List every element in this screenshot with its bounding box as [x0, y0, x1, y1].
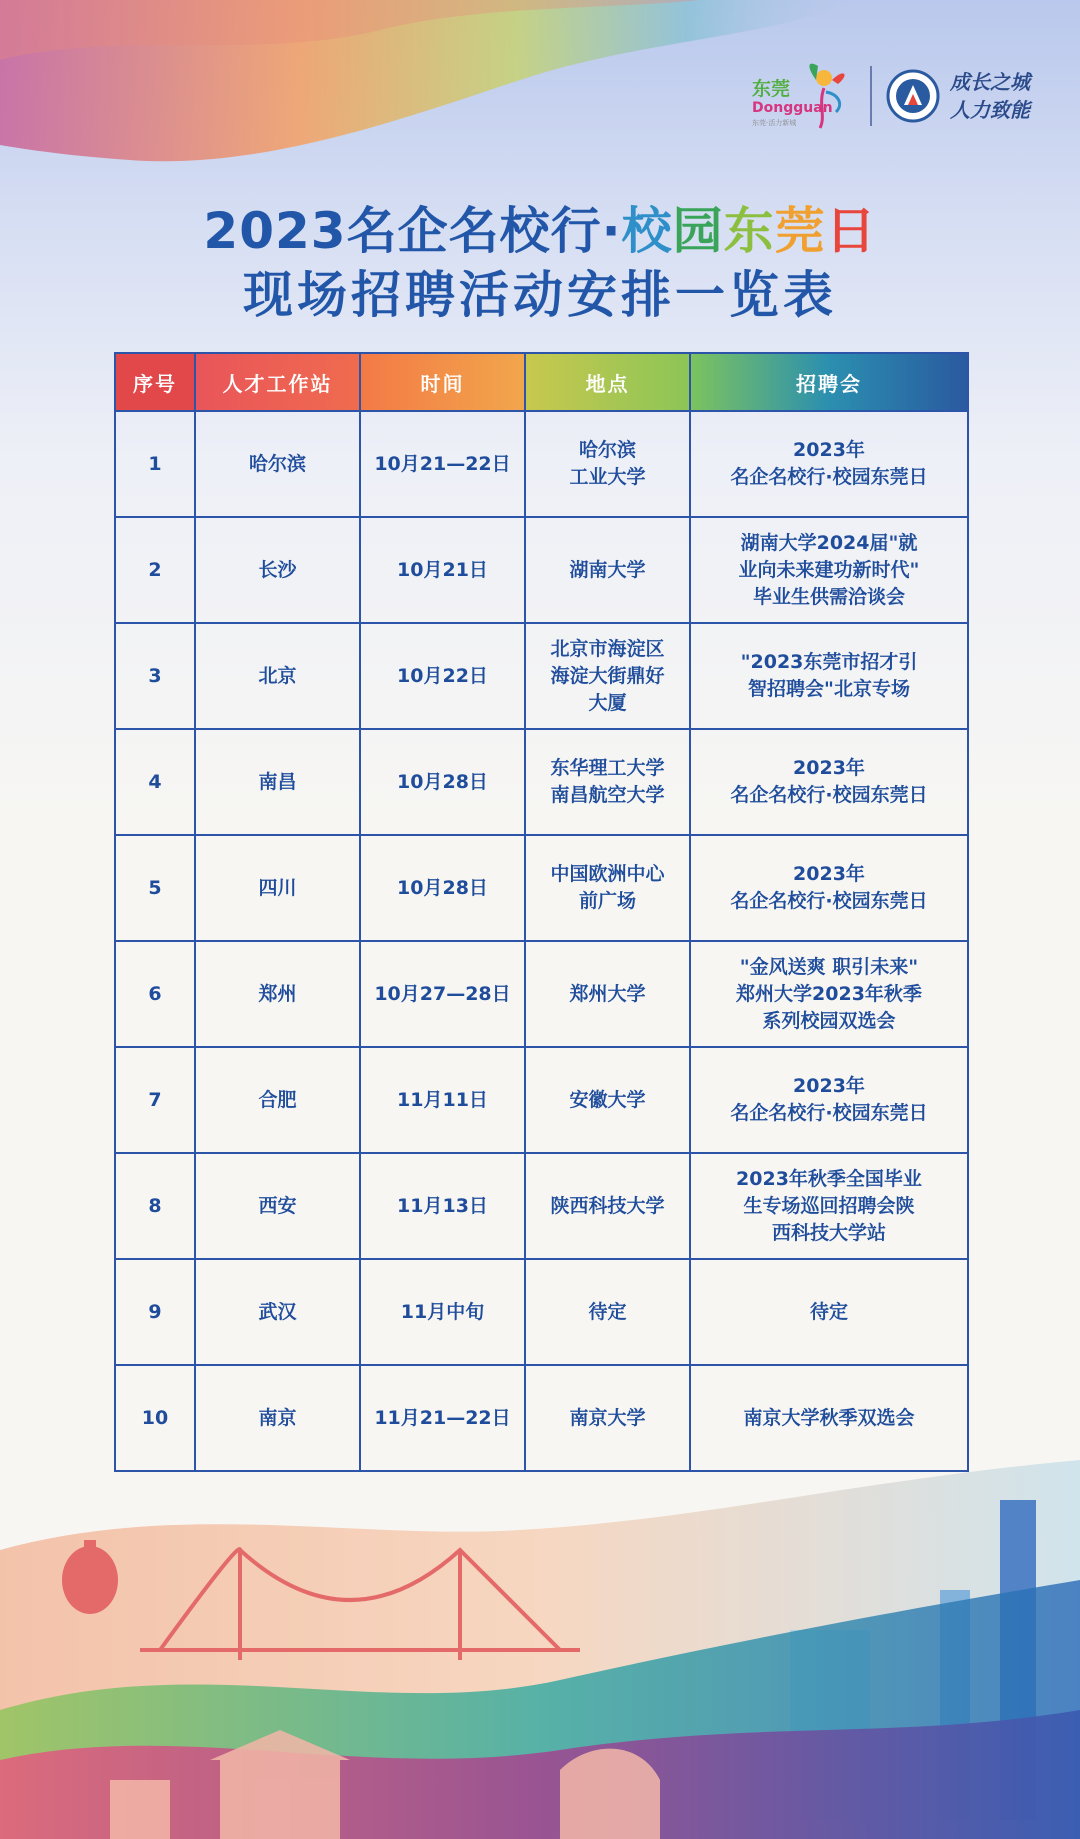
table-row — [115, 835, 968, 941]
rainbow-char: 莞 — [774, 202, 826, 260]
cell-time: 11月21—22日 — [360, 1365, 525, 1471]
cell-index: 2 — [115, 517, 195, 623]
cell-job-fair: 南京大学秋季双选会 — [690, 1365, 968, 1471]
cell-station: 北京 — [195, 623, 360, 729]
cell-index: 4 — [115, 729, 195, 835]
cell-job-fair: 2023年 名企名校行·校园东莞日 — [690, 729, 968, 835]
cell-job-fair: 2023年 名企名校行·校园东莞日 — [690, 835, 968, 941]
cell-index: 3 — [115, 623, 195, 729]
cell-location: 湖南大学 — [525, 517, 690, 623]
cell-index: 8 — [115, 1153, 195, 1259]
cell-index: 7 — [115, 1047, 195, 1153]
dongguan-logo-tagline: 东莞·活力新城 — [752, 119, 797, 127]
cell-station: 南昌 — [195, 729, 360, 835]
slogan — [950, 68, 1030, 124]
header-station: 人才工作站 — [195, 353, 360, 411]
header-time: 时间 — [360, 353, 525, 411]
cell-job-fair: 2023年秋季全国毕业 生专场巡回招聘会陕 西科技大学站 — [690, 1153, 968, 1259]
cell-station: 四川 — [195, 835, 360, 941]
cell-location: 安徽大学 — [525, 1047, 690, 1153]
cell-location: 郑州大学 — [525, 941, 690, 1047]
cell-job-fair: "2023东莞市招才引 智招聘会"北京专场 — [690, 623, 968, 729]
cell-time: 10月22日 — [360, 623, 525, 729]
cell-index: 5 — [115, 835, 195, 941]
schedule-table — [114, 352, 969, 1472]
cell-location: 待定 — [525, 1259, 690, 1365]
table-row — [115, 729, 968, 835]
rainbow-char: 日 — [825, 202, 877, 260]
cell-job-fair: 待定 — [690, 1259, 968, 1365]
cell-station: 南京 — [195, 1365, 360, 1471]
dongguan-logo — [746, 60, 856, 132]
cell-time: 10月21日 — [360, 517, 525, 623]
cell-index: 1 — [115, 411, 195, 517]
logo-divider — [870, 66, 872, 126]
table-row — [115, 1153, 968, 1259]
cell-location: 东华理工大学 南昌航空大学 — [525, 729, 690, 835]
table-row — [115, 941, 968, 1047]
cell-location: 北京市海淀区 海淀大街鼎好 大厦 — [525, 623, 690, 729]
cell-location: 南京大学 — [525, 1365, 690, 1471]
table-header-row — [115, 353, 968, 411]
cell-index: 10 — [115, 1365, 195, 1471]
bottom-skyline-decoration — [0, 1460, 1080, 1839]
cell-job-fair: 2023年 名企名校行·校园东莞日 — [690, 411, 968, 517]
cell-index: 6 — [115, 941, 195, 1047]
cell-job-fair: 2023年 名企名校行·校园东莞日 — [690, 1047, 968, 1153]
table-body — [115, 411, 968, 1471]
table-row — [115, 623, 968, 729]
cell-job-fair: 湖南大学2024届"就 业向未来建功新时代" 毕业生供需洽谈会 — [690, 517, 968, 623]
hr-bureau-seal-icon — [886, 69, 940, 123]
cell-time: 11月11日 — [360, 1047, 525, 1153]
rainbow-char: 校 — [621, 202, 673, 260]
cell-index: 9 — [115, 1259, 195, 1365]
table-row — [115, 1047, 968, 1153]
table-row — [115, 517, 968, 623]
header-job-fair: 招聘会 — [690, 353, 968, 411]
slogan-line1: 成长之城 — [950, 70, 1030, 94]
rainbow-char: 园 — [672, 202, 724, 260]
page-title — [0, 200, 1080, 328]
cell-time: 11月中旬 — [360, 1259, 525, 1365]
cell-job-fair: "金风送爽 职引未来" 郑州大学2023年秋季 系列校园双选会 — [690, 941, 968, 1047]
dongguan-logo-en: Dongguan — [752, 100, 833, 116]
title-rainbow-text — [622, 202, 877, 260]
cell-time: 10月28日 — [360, 729, 525, 835]
cell-location: 中国欧洲中心 前广场 — [525, 835, 690, 941]
cell-time: 10月27—28日 — [360, 941, 525, 1047]
cell-station: 西安 — [195, 1153, 360, 1259]
cell-time: 10月21—22日 — [360, 411, 525, 517]
header-logos — [746, 60, 1030, 132]
title-line2: 现场招聘活动安排一览表 — [243, 266, 837, 324]
cell-location: 陕西科技大学 — [525, 1153, 690, 1259]
cell-station: 合肥 — [195, 1047, 360, 1153]
dongguan-logo-cn: 东莞 — [752, 78, 791, 100]
cell-station: 武汉 — [195, 1259, 360, 1365]
header-index: 序号 — [115, 353, 195, 411]
table-row — [115, 1365, 968, 1471]
rainbow-char: 东 — [723, 202, 775, 260]
table-row — [115, 1259, 968, 1365]
cell-station: 长沙 — [195, 517, 360, 623]
header-location: 地点 — [525, 353, 690, 411]
cell-station: 郑州 — [195, 941, 360, 1047]
cell-location: 哈尔滨 工业大学 — [525, 411, 690, 517]
title-line1-main: 2023名企名校行· — [203, 202, 622, 260]
slogan-line2: 人力致能 — [950, 98, 1030, 122]
table-row — [115, 411, 968, 517]
cell-time: 10月28日 — [360, 835, 525, 941]
cell-time: 11月13日 — [360, 1153, 525, 1259]
cell-station: 哈尔滨 — [195, 411, 360, 517]
title-line1 — [0, 200, 1080, 262]
